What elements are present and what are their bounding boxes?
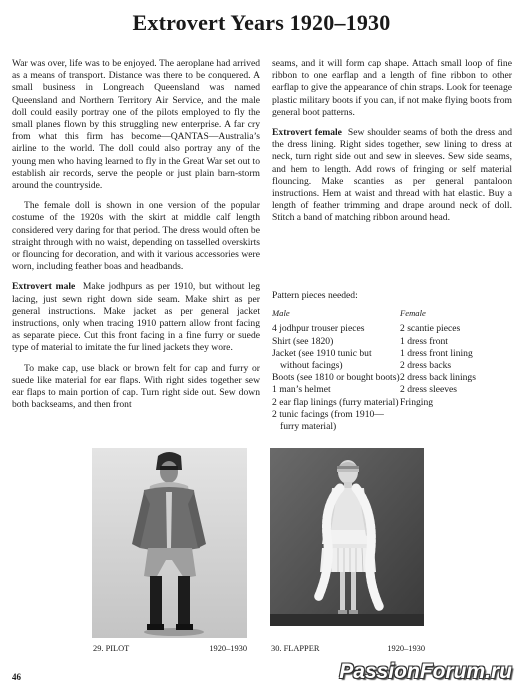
female-pattern-label: Female bbox=[400, 308, 426, 319]
list-item: 2 dress backs bbox=[400, 360, 452, 372]
female-instructions-heading: Extrovert female bbox=[272, 127, 342, 139]
female-instructions-text: Sew shoulder seams of both the dress and the dress lining. Right sides together, sew lining to dress at neck, turn right side out and sew in sleeves. Sew side seams, and hem to length. Add rows of fringing or self material flouncing. Make scanties as per general pantaloon instructions. Hem at waist and thread with hat elastic. Buy a length of feather trimming and drape around neck of doll. Stitch a band of matching ribbon around head. bbox=[272, 127, 512, 224]
list-item: Fringing bbox=[400, 396, 434, 408]
male-instructions-text: Make jodhpurs as per 1910, but without leg lacing, just sewn right down side seam. Make shirt as per general instructions. Make jacket as per general jacket instructions, only when tracing 1910 pattern allow front facing as separate piece. Cut this front facing in a fine furry or suede type of material to imitate the fur lined jackets they wore. bbox=[12, 281, 260, 354]
male-pattern-list bbox=[272, 307, 400, 433]
intro-paragraph: War was over, life was to be enjoyed. The aeroplane had arrived as a means of transport. Distance was there to be conquered. A small business in Longreach Queensland was named Queensland and Northern Territory Air Service, and the male doll could easily portray one of the pilots employed to fly the small planes flown by this struggling new enterprise. A far cry from what this firm has become—QANTAS—Australia’s airline to the world. The doll could also portray any of the young men who having learned to fly in the Great War set out to establish air records, serve the people or just plain barn-storm around the countryside. bbox=[12, 58, 260, 192]
pilot-caption bbox=[93, 644, 247, 653]
female-pattern-list bbox=[400, 307, 510, 433]
list-item: 1 dress front lining bbox=[400, 347, 473, 359]
list-item: 4 jodhpur trouser pieces bbox=[272, 323, 365, 335]
page-title: Extrovert Years 1920–1930 bbox=[132, 10, 391, 35]
male-instructions-paragraph bbox=[12, 281, 260, 354]
left-column bbox=[12, 58, 260, 419]
list-item: 2 dress back linings bbox=[400, 372, 476, 384]
caption-years: 1920–1930 bbox=[209, 644, 247, 653]
page-number: 46 bbox=[12, 672, 21, 682]
pattern-heading: Pattern pieces needed: bbox=[272, 290, 358, 301]
male-instructions-heading: Extrovert male bbox=[12, 281, 76, 293]
list-item: 2 ear flap linings (furry material) bbox=[272, 396, 399, 408]
caption-label: 30. FLAPPER bbox=[271, 644, 320, 653]
list-item: 2 tunic facings (from 1910—furry material) bbox=[272, 408, 384, 433]
flapper-caption bbox=[271, 644, 425, 653]
pilot-doll-illustration bbox=[92, 448, 247, 638]
female-doll-paragraph: The female doll is shown in one version of the popular costume of the 1920s with the skirt at middle calf length considered very daring for that period. The dress would often be straight through with no waist, depending on tasselled overskirts or flouncing for decoration, and with it various accessories were worn, including feather boas and headbands. bbox=[12, 200, 260, 273]
pilot-doll-photo bbox=[92, 448, 247, 638]
list-item: 2 scantie pieces bbox=[400, 323, 461, 335]
female-instructions-paragraph bbox=[272, 127, 512, 225]
flapper-doll-illustration bbox=[270, 448, 424, 626]
list-item: 1 dress front bbox=[400, 335, 448, 347]
watermark: PassionForum.ru bbox=[339, 660, 512, 683]
list-item: Shirt (see 1820) bbox=[272, 335, 334, 347]
caption-years: 1920–1930 bbox=[387, 644, 425, 653]
male-pattern-label: Male bbox=[272, 308, 290, 319]
pattern-pieces bbox=[272, 290, 512, 433]
flapper-doll-photo bbox=[270, 448, 424, 626]
list-item: Boots (see 1810 or bought boots) bbox=[272, 372, 400, 384]
cap-continuation-paragraph: seams, and it will form cap shape. Attach small loop of fine ribbon to one earflap and a length of fine ribbon to other earflap to give the appearance of chin straps. Look for teenage plastic military boots if you can, if not make flying boots from general boot patterns. bbox=[272, 58, 512, 118]
cap-instructions-paragraph: To make cap, use black or brown felt for cap and furry or suede like material for ear flaps. With right sides together sew ear flaps to main portion of cap. Turn right side out. Sew down both backseams, and then front bbox=[12, 362, 260, 411]
right-column bbox=[272, 58, 512, 233]
list-item: Jacket (see 1910 tunic but without facings) bbox=[272, 347, 372, 372]
caption-label: 29. PILOT bbox=[93, 644, 130, 653]
list-item: 2 dress sleeves bbox=[400, 384, 458, 396]
list-item: 1 man’s helmet bbox=[272, 384, 331, 396]
